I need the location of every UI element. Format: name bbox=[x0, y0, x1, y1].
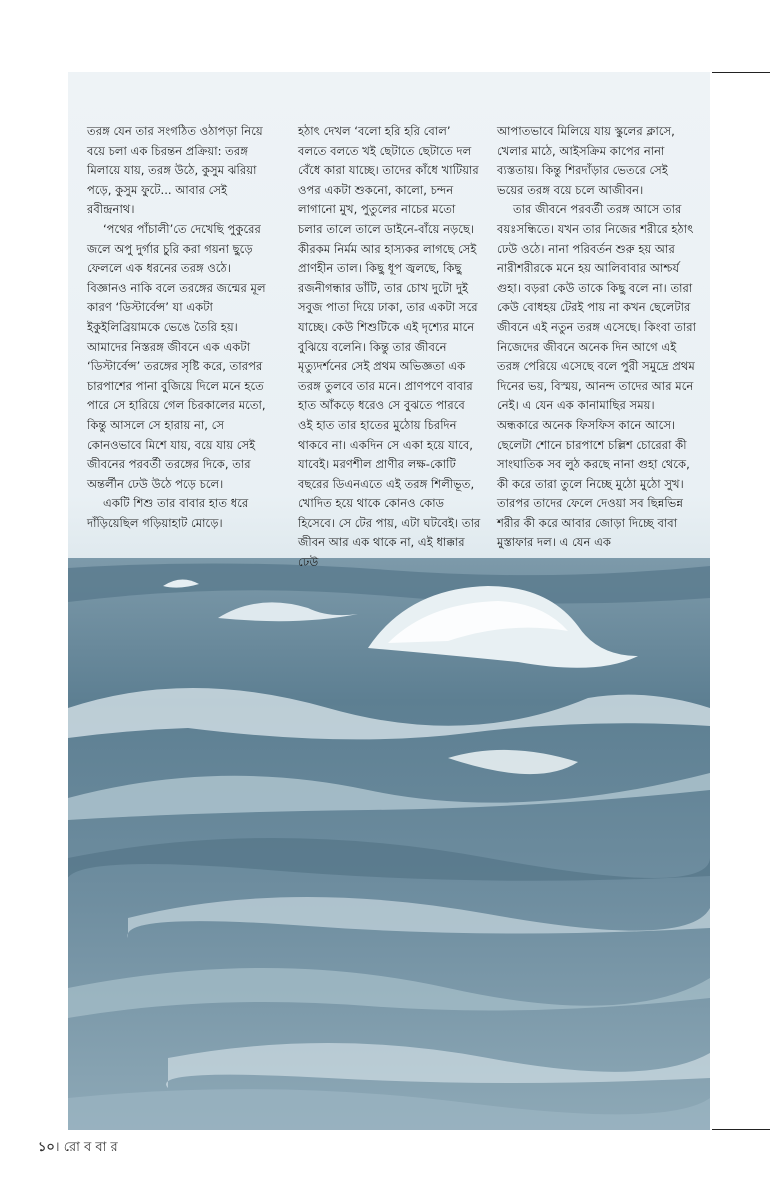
page-footer bbox=[38, 1138, 118, 1159]
paragraph: তরঙ্গ যেন তার সংগঠিত ওঠাপড়া নিয়ে বয়ে চলা এক চিরন্তন প্রক্রিয়া: তরঙ্গ মিলায়ে যায়, তরঙ্গ উঠে, কুসুম ঝরিয়া পড়ে, কুসুম ফুটে... আবার সেই রবীন্দ্রনাথ। bbox=[87, 124, 263, 217]
paragraph: তার জীবনে পরবর্তী তরঙ্গ আসে তার বয়ঃসন্ধিতে। যখন তার নিজের শরীরে হঠাৎ ঢেউ ওঠে। নানা পরিবর্তন শুরু হয় আর নারীশরীরকে মনে হয় আলিবাবার আশ্চর্য গুহা। বড়রা কেউ তাকে কিছু বলে না। তারা কেউ বোধহয় টেরই পায় না কখন ছেলেটার জীবনে এই নতুন তরঙ্গ এসেছে। কিংবা তারা নিজেদের জীবনে অনেক দিন আগে এই তরঙ্গ পেরিয়ে এসেছে বলে পুরী সমুদ্রে প্রথম দিনের ভয়, বিস্ময়, আনন্দ তাদের আর মনে নেই। এ যেন এক কানামাছির সময়। অন্ধকারে অনেক ফিসফিস কানে আসে। ছেলেটা শোনে চারপাশে চল্লিশ চোরেরা কী সাংঘাতিক সব লুঠ করছে নানা গুহা থেকে, কী করে তারা তুলে নিচ্ছে মুঠো মুঠো সুখ। তারপর তাদের ফেলে দেওয়া সব ছিন্নভিন্ন শরীর কী করে আবার জোড়া দিচ্ছে বাবা মুস্তাফার দল। এ যেন এক bbox=[497, 202, 696, 550]
paragraph: ‘পথের পাঁচালী’তে দেখেছি পুকুরের জলে অপু দুর্গার চুরি করা গয়না ছুড়ে ফেললে এক ধরনের তরঙ্গ ওঠে। বিজ্ঞানও নাকি বলে তরঙ্গের জন্মের মূল কারণ ‘ডিস্টার্বেন্স’ যা একটা ইকুইলিব্রিয়ামকে ভেঙে তৈরি হয়। আমাদের নিস্তরঙ্গ জীবনে এক একটা ‘ডিস্টার্বেন্স’ তরঙ্গের সৃষ্টি করে, তারপর চারপাশের পানা বুজিয়ে দিলে মনে হতে পারে সে হারিয়ে গেল চিরকালের মতো, কিন্তু আসলে সে হারায় না, সে কোনওভাবে মিশে যায়, বয়ে যায় সেই জীবনের পরবর্তী তরঙ্গের দিকে, তার অন্তর্লীন ঢেউ উঠে পড়ে চলে। bbox=[87, 221, 266, 491]
article-panel bbox=[68, 72, 710, 1130]
margin-rule-top bbox=[712, 72, 770, 73]
paragraph: হঠাৎ দেখল ‘বলো হরি হরি বোল’ বলতে বলতে খই ছেটাতে ছেটাতে দল বেঁধে কারা যাচ্ছে। তাদের কাঁধে খাটিয়ার ওপর একটা শুকনো, কালো, চন্দন লাগানো মুখ, পুতুলের নাচের মতো চলার তালে তালে ডাইনে-বাঁয়ে নড়ছে। কীরকম নির্মম আর হাস্যকর লাগছে সেই প্রাণহীন তাল। কিছু ধূপ জ্বলছে, কিছু রজনীগন্ধার ডাঁটি, তার চোখ দুটো দুই সবুজ পাতা দিয়ে ঢাকা, তার একটা সরে যাচ্ছে। কেউ শিশুটিকে এই দৃশ্যের মানে বুঝিয়ে বলেনি। কিন্তু তার জীবনে মৃত্যুদর্শনের সেই প্রথম অভিজ্ঞতা এক তরঙ্গ তুলবে তার মনে। প্রাণপণে বাবার হাত আঁকড়ে ধরেও সে বুঝতে পারবে ওই হাত তার হাতের মুঠোয় চিরদিন থাকবে না। একদিন সে একা হয়ে যাবে, যাবেই। মরণশীল প্রাণীর লক্ষ-কোটি বছরের ডিএনএতে এই তরঙ্গ শিলীভূত, খোদিত হয়ে থাকে কোনও কোড হিসেবে। সে টের পায়, এটা ঘটবেই। তার জীবন আর এক থাকে না, এই ধাক্কার ঢেউ bbox=[298, 124, 481, 570]
article-column-3 bbox=[497, 122, 697, 553]
margin-rule-bottom bbox=[712, 1129, 770, 1130]
paragraph: একটি শিশু তার বাবার হাত ধরে দাঁড়িয়েছিল গড়িয়াহাট মোড়ে। bbox=[87, 496, 249, 530]
page-number: ১০ bbox=[38, 1140, 55, 1155]
magazine-name: রো ব বা র bbox=[63, 1140, 118, 1155]
footer-separator: । bbox=[54, 1140, 60, 1155]
article-column-2 bbox=[298, 122, 482, 573]
sea-wave-image bbox=[68, 558, 710, 1130]
paragraph: আপাতভাবে মিলিয়ে যায় স্কুলের ক্লাসে, খেলার মাঠে, আইসক্রিম কাপের নানা ব্যস্ততায়। কিন্তু শিরদাঁড়ার ভেতরে সেই ভয়ের তরঙ্গ বয়ে চলে আজীবন। bbox=[497, 124, 675, 197]
article-column-1 bbox=[87, 122, 271, 533]
